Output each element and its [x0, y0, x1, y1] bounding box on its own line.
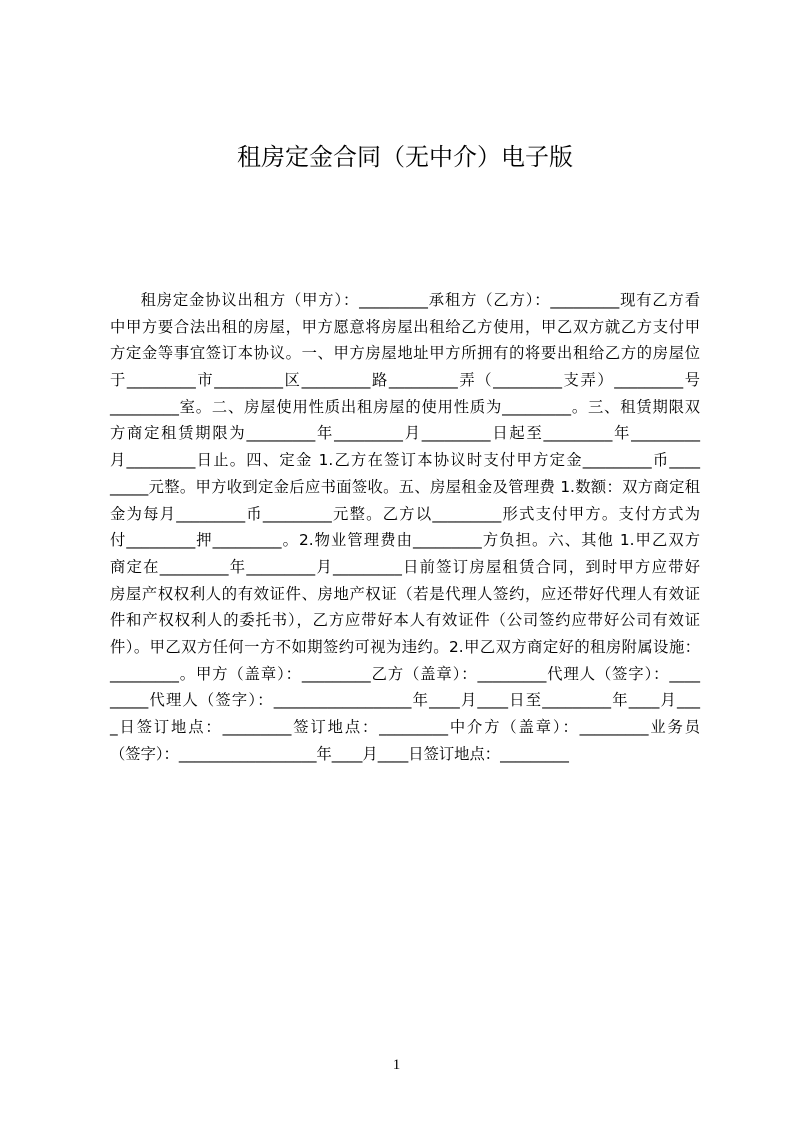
agreement-line: 于_________市_________区_________路_________弄（_________支弄）_________号 — [110, 371, 700, 390]
agreement-line: 方定金等事宜签订本协议。一、甲方房屋地址甲方所拥有的将要出租给乙方的房屋位 — [110, 344, 700, 363]
agreement-line: 月_________日止。四、定金 1.乙方在签订本协议时支付甲方定金_________币____ — [110, 451, 700, 470]
agreement-line: 租房定金协议出租方（甲方）：_________承租方（乙方）：_________现有乙方看 — [140, 291, 700, 309]
agreement-line: _________室。二、房屋使用性质出租房屋的使用性质为_________。三、租赁期限双 — [110, 397, 700, 416]
agreement-body — [110, 287, 700, 767]
agreement-line: 付_________押_________。2.物业管理费由_________方负担。六、其他 1.甲乙双方 — [110, 531, 700, 550]
agreement-line: 商定在_________年_________月_________日前签订房屋租赁合同，到时甲方应带好 — [110, 557, 700, 576]
agreement-line: 中甲方要合法出租的房屋，甲方愿意将房屋出租给乙方使用，甲乙双方就乙方支付甲 — [110, 317, 700, 336]
agreement-line: _____元整。甲方收到定金后应书面签收。五、房屋租金及管理费 1.数额：双方商定租 — [110, 477, 700, 496]
agreement-line: （签字）：__________________年____月____日签订地点：_________ — [110, 744, 569, 763]
agreement-line: 件和产权权利人的委托书），乙方应带好本人有效证件（公司签约应带好公司有效证 — [110, 611, 700, 630]
agreement-line: _日签订地点：_________签订地点：_________中介方（盖章）：_________业务员 — [110, 718, 700, 736]
agreement-line: _____代理人（签字）：__________________年____月____日至_________年____月___ — [110, 691, 700, 710]
agreement-line: _________。甲方（盖章）：_________乙方（盖章）：_________代理人（签字）：____ — [110, 664, 700, 683]
agreement-line: 房屋产权权利人的有效证件、房地产权证（若是代理人签约，应还带好代理人有效证 — [110, 584, 700, 603]
agreement-line: 金为每月_________币_________元整。乙方以_________形式支付甲方。支付方式为 — [110, 504, 700, 523]
document-title: 租房定金合同（无中介）电子版 — [237, 143, 573, 171]
page-number: 1 — [392, 1057, 401, 1073]
agreement-line: 件）。甲乙双方任何一方不如期签约可视为违约。2.甲乙双方商定好的租房附属设施： — [110, 637, 700, 656]
agreement-line: 方商定租赁期限为_________年_________月_________日起至_________年_________ — [110, 424, 700, 443]
